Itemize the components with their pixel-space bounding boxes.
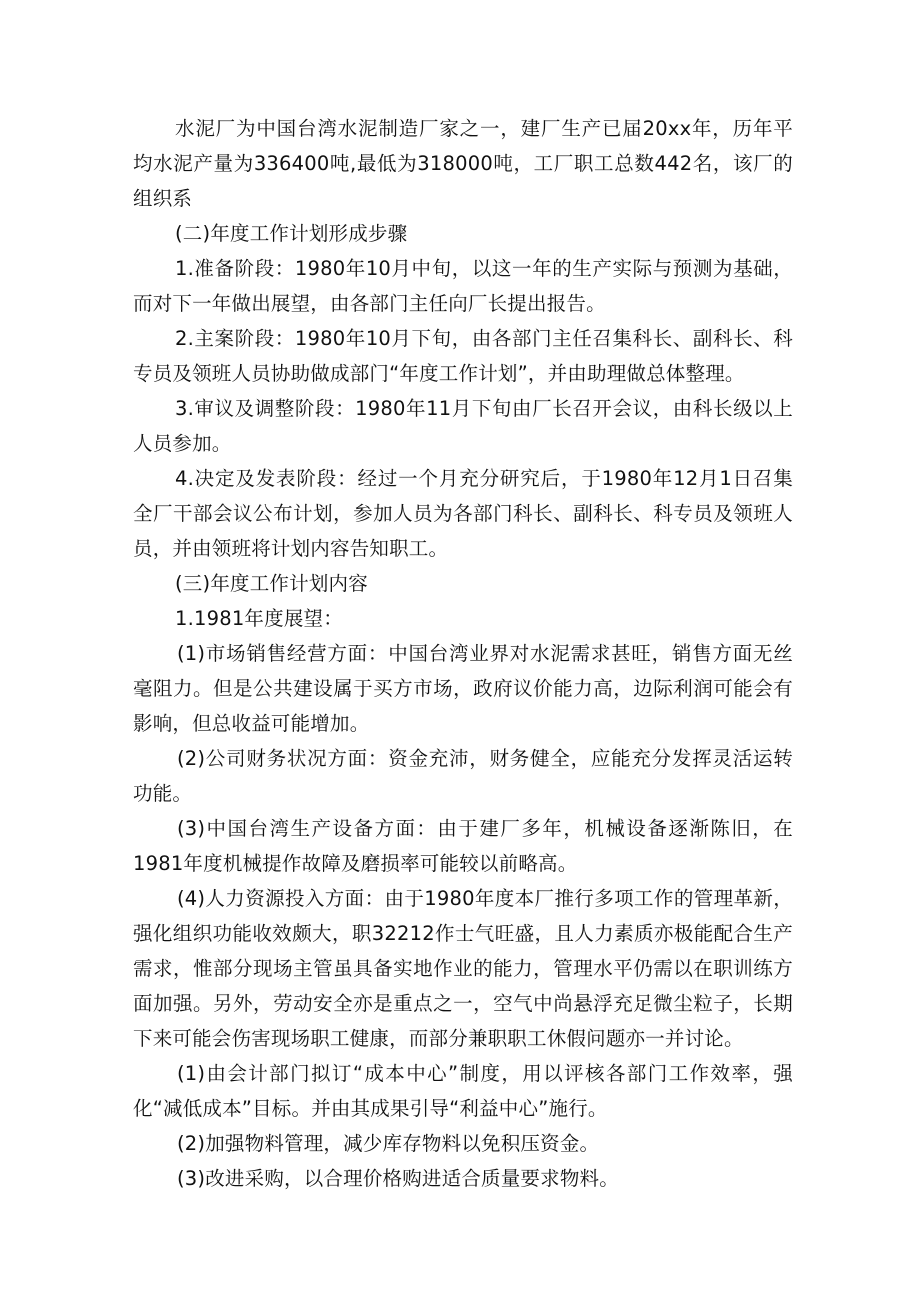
outlook-market-paragraph: (1)市场销售经营方面：中国台湾业界对水泥需求甚旺，销售方面无丝毫阻力。但是公共建设属于买方市场，政府议价能力高，边际利润可能会有影响，但总收益可能增加。: [133, 642, 793, 735]
document-body: [133, 111, 793, 1196]
outlook-hr-paragraph: (4)人力资源投入方面：由于1980年度本厂推行多项工作的管理革新，强化组织功能收效颇大，职32212作士气旺盛，且人力素质亦极能配合生产需求，惟部分现场主管虽具备实地作业的能力，管理水平仍需以在职训练方面加强。另外，劳动安全亦是重点之一，空气中尚悬浮充足微尘粒子，长期下来可能会伤害现场职工健康，而部分兼职职工休假问题亦一并讨论。: [133, 887, 793, 1050]
step-2-paragraph: 2.主案阶段：1980年10月下旬，由各部门主任召集科长、副科长、科专员及领班人员协助做成部门“年度工作计划”，并由助理做总体整理。: [133, 327, 793, 385]
measure-2-paragraph: (2)加强物料管理，减少库存物料以免积压资金。: [177, 1132, 600, 1155]
outlook-finance-paragraph: (2)公司财务状况方面：资金充沛，财务健全，应能充分发挥灵活运转功能。: [133, 747, 793, 805]
step-1-paragraph: 1.准备阶段：1980年10月中旬，以这一年的生产实际与预测为基础，而对下一年做出展望，由各部门主任向厂长提出报告。: [133, 257, 793, 315]
outlook-heading: 1.1981年度展望：: [175, 607, 343, 630]
step-4-paragraph: 4.决定及发表阶段：经过一个月充分研究后，于1980年12月1日召集全厂干部会议公布计划，参加人员为各部门科长、副科长、科专员及领班人员，并由领班将计划内容告知职工。: [133, 467, 793, 560]
paragraph-intro: 水泥厂为中国台湾水泥制造厂家之一，建厂生产已届20xx年，历年平均水泥产量为336400吨,最低为318000吨，工厂职工总数442名，该厂的组织系: [133, 117, 793, 210]
measure-1-paragraph: (1)由会计部门拟订“成本中心”制度，用以评核各部门工作效率，强化“减低成本”目标。并由其成果引导“利益中心”施行。: [133, 1062, 793, 1120]
section-heading-3: (三)年度工作计划内容: [175, 572, 368, 595]
step-3-paragraph: 3.审议及调整阶段：1980年11月下旬由厂长召开会议，由科长级以上人员参加。: [133, 397, 793, 455]
measure-3-paragraph: (3)改进采购，以合理价格购进适合质量要求物料。: [177, 1167, 619, 1190]
outlook-equipment-paragraph: (3)中国台湾生产设备方面：由于建厂多年，机械设备逐渐陈旧，在1981年度机械提作故障及磨损率可能较以前略高。: [133, 817, 793, 875]
section-heading-2: (二)年度工作计划形成步骤: [175, 222, 408, 245]
